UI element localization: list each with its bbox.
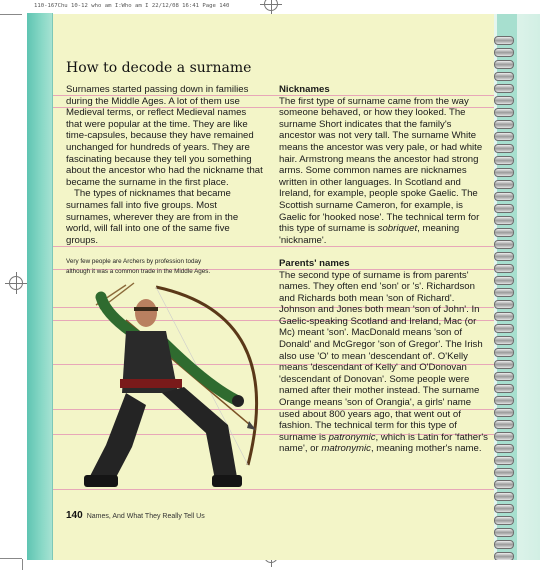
binding-ring [494, 156, 514, 165]
binding-ring [494, 552, 514, 560]
binding-ring [494, 480, 514, 489]
crop-mark [22, 559, 23, 570]
right-column [279, 84, 490, 455]
binding-ring [494, 300, 514, 309]
binding-ring [494, 48, 514, 57]
binding-ring [494, 192, 514, 201]
binding-ring [494, 36, 514, 45]
binding-ring [494, 456, 514, 465]
binding-ring [494, 528, 514, 537]
binding-ring [494, 72, 514, 81]
running-head: Names, And What They Really Tell Us [86, 513, 205, 520]
groups-paragraph: The types of nicknames that became surnames fall into five groups. Most surnames, wherever they are from in the world, will fall into one of the same five groups. [66, 188, 239, 246]
binding-ring [494, 216, 514, 225]
parents-paragraph: The second type of surname is from parents' names. They often end 'son' or 's'. Richardson and Richards both mean 'son of Richard'. Johnson and Jones both mean 'son of John'. In Gaelic-speaking Scotland and Ireland, Mac (or Mc) meant 'son'. MacDonald means 'son of Donald' and McGregor 'son of Gregor'. The Irish also use 'O' to mean 'descendant of'. O'Kelly means 'descendant of Kelly' and O'Donovan 'descendant of Donovan'. Some people were named after their mother instead. The surname Orange means 'son of Orangia', a girls' name used about 800 years ago, that went out of fashion. The technical term for this type of surname is patronymic, which is Latin for 'father's name', or matronymic, meaning mother's name. [279, 269, 488, 455]
binding-ring [494, 168, 514, 177]
binding-ring [494, 276, 514, 285]
binding-ring [494, 228, 514, 237]
crop-mark [0, 558, 22, 559]
printer-slug: 110-167Chu 10-12 who am I:Who am I 22/12/08 16:41 Page 140 [34, 3, 230, 9]
binding-ring [494, 420, 514, 429]
binding-ring [494, 396, 514, 405]
binding-ring [494, 516, 514, 525]
binding-ring [494, 120, 514, 129]
crop-mark [0, 14, 22, 15]
binding-ring [494, 372, 514, 381]
binding-ring [494, 60, 514, 69]
book-spine [27, 13, 53, 560]
binding-ring [494, 504, 514, 513]
binding-ring [494, 360, 514, 369]
binding-ring [494, 312, 514, 321]
left-column [66, 84, 263, 246]
registration-mark [264, 0, 278, 11]
binding-ring [494, 264, 514, 273]
binding-ring [494, 384, 514, 393]
binding-ring [494, 324, 514, 333]
illustration-caption: Very few people are Archers by profession today although it was a common trade in the Middle Ages. [66, 258, 211, 275]
binding-ring [494, 180, 514, 189]
page-footer [66, 510, 205, 521]
binding-ring [494, 240, 514, 249]
binding-ring [494, 468, 514, 477]
spiral-binding [494, 14, 540, 560]
section-heading-parents: Parents' names [279, 257, 350, 269]
binding-ring [494, 336, 514, 345]
binding-ring [494, 84, 514, 93]
binding-ring [494, 492, 514, 501]
binding-ring [494, 96, 514, 105]
binding-ring [494, 432, 514, 441]
binding-ring [494, 540, 514, 549]
binding-ring [494, 348, 514, 357]
binding-ring [494, 204, 514, 213]
intro-paragraph: Surnames started passing down in families during the Middle Ages. A lot of them use Medieval terms, or reflect Medieval names that were popular at the time. They are like time-capsules, because they have remained unchanged for hundreds of years. They are fascinating because they tell you something about the ancestor who had the nickname that became the surname in the first place. [66, 84, 263, 188]
registration-mark [9, 276, 23, 290]
archer-illustration [66, 275, 286, 495]
binding-ring [494, 408, 514, 417]
section-heading-nicknames: Nicknames [279, 84, 330, 95]
binding-ring [494, 444, 514, 453]
binding-ring [494, 144, 514, 153]
binding-ring [494, 108, 514, 117]
binding-ring [494, 288, 514, 297]
binding-ring [494, 252, 514, 261]
page-title: How to decode a surname [66, 60, 252, 76]
binding-ring [494, 132, 514, 141]
page-number: 140 [66, 510, 83, 521]
nicknames-paragraph: The first type of surname came from the way someone behaved, or how they looked. The surname Short indicates that the family's ancestor was not very tall. The surname White means the ancestor was very pale, or had white hair. Armstrong means the ancestor had strong arms. Some common names are nicknames written in other languages. In Scotland and Ireland, for example, people spoke Gaelic. The Scottish surname Cameron, for example, is Gaelic for 'hooked nose'. The technical term for this type of surname is sobriquet, meaning 'nickname'. [279, 95, 483, 246]
